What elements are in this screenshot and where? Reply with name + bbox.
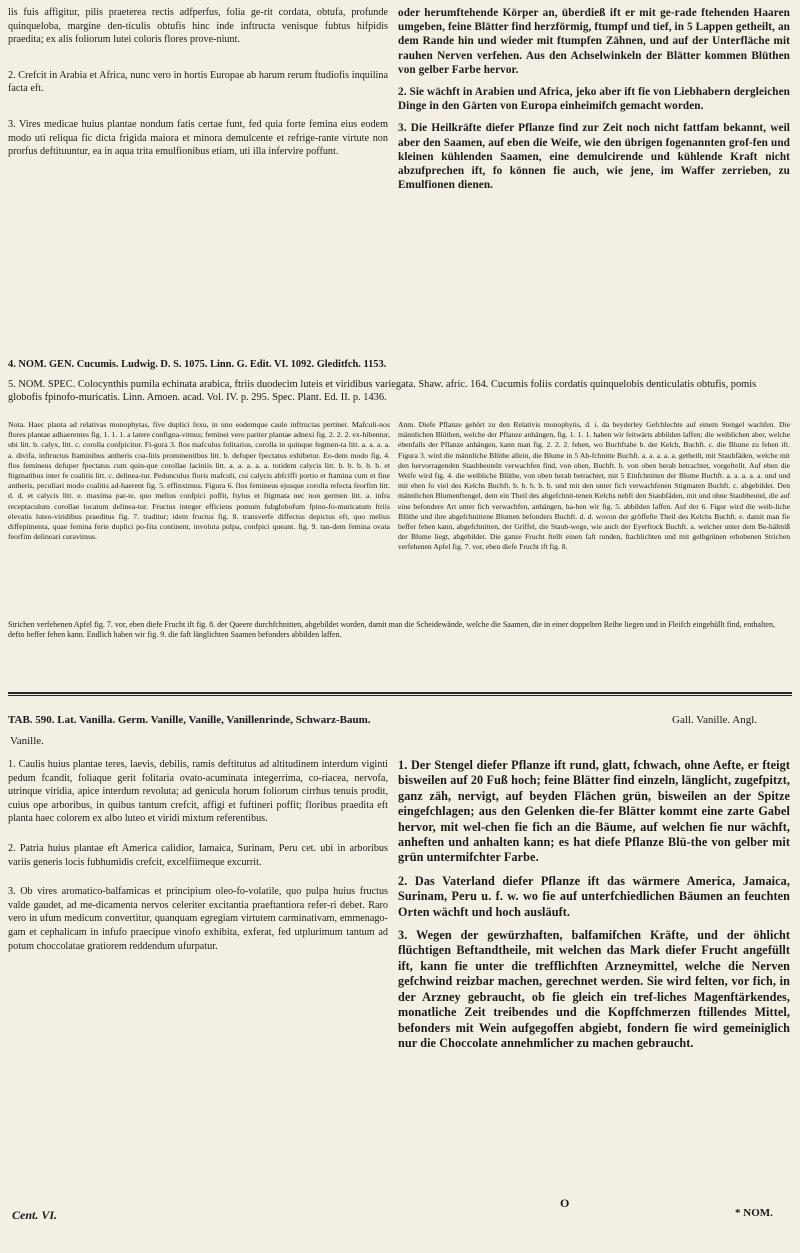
nom-spec-paragraph: 5. NOM. SPEC. Colocynthis pumila echinata arabica, ftriis duodecim luteis et viridibus variegata. Shaw. afric. 164. Cucumis foliis cordatis quinquelobis denticulatis obtufis, pomis globofis fpinofo-muricatis. Linn. Amoen. acad. Vol. IV. p. 295. Spec. Plant. Ed. II. p. 1436. [8, 379, 757, 404]
latin-paragraph-3: 3. Vires medicae huius plantae nondum fatis certae funt, fed quia forte femina eius eodem modo uti reliqua fic dicta frigida maiora et minora demulcente et refrige-rante virtute non prorfus deftituuntur, ea in aqua trita emulfionibus etiam, uti illa infervire poffunt. [8, 118, 388, 158]
vanilla-german-1: 1. Der Stengel diefer Pflanze ift rund, glatt, fchwach, ohne Aefte, er fteigt bisweilen auf 20 Fuß hoch; feine Blätter find einzeln, länglicht, zugefpitzt, ganz zäh, nervigt, auf beyden Flächen grün, bisweilen an der Spitze eingefchlagen; aus den Gelenken die-fer Blätter kommt eine zarte Gabel hervor, mit wel-chen fie fich an die Bäume, auf welchen fie nur wächft, anheften und anhalten kann; es hat diefe Pflanze Blü-the von gelber mit grün untermifchter Farbe. [398, 758, 790, 865]
tab-subheading: Vanille. [10, 735, 44, 747]
german-paragraph-3: 3. Die Heilkräfte diefer Pflanze find zur Zeit noch nicht fattfam bekannt, weil aber den Saamen, auf eben die Weife, wie den übrigen fogenannten grof-fen und kleinen kühlenden Saamen, eine demulcirende und kühlende Kraft nicht abzufprechen ift, fo können fie auch, wie jene, im Waffer zerrieben, zu Emulfionen dienen. [398, 122, 790, 192]
german-paragraph-1: oder herumftehende Körper an, überdieß ift er mit ge-rade ftehenden Haaren umgeben, feine Blätter find herzförmig, ftumpf und tief, in 5 Lappen getheilt, an dem Rande hin und wieder mit ftumpfen Zähnen, und auf der Unterfläche mit rauhen Nerven verfehen. Aus den Achselwinkeln der Blätter kommen Blüthen von gelber Farbe hervor. [398, 7, 790, 76]
tab-heading-main: TAB. 590. Lat. Vanilla. Germ. Vanille, Vanille, Vanillenrinde, Schwarz-Baum. [8, 714, 371, 726]
vanilla-german-3: 3. Wegen der gewürzhaften, balfamifchen Kräfte, und der öhlicht flüchtigen Beftandtheile, mit welchen das Mark diefer Frucht angefüllt ift, kann fie unter die trefflichften Arzneymittel, welche die Nerven gefchwind reizbar machen, gerechnet werden. Sie wird felten, vor fich, in der Arzney gebraucht, ob fie gleich ein tref-liches Magenftärkendes, monatliche Zeit treibendes und die Kopffchmerzen ftillendes Mittel, befonders mit Wein aufgegoffen abgiebt, fondern fie wird gemeiniglich nur die Choccolate annehmlicher zu machen gebraucht. [398, 928, 790, 1050]
section-divider-top [8, 692, 792, 694]
german-column-top [398, 6, 790, 192]
anmerkung-continuation: Strichen verfehenen Apfel fig. 7. vor, eben diefe Frucht ift fig. 8. der Queere durchfchnitten, abgebildet worden, damit man die Scheidewände, welche die Saamen, die in einer doppelten Reihe liegen und in Fleifch eingehüllt find, enthalten, defto beffer fehen kann. Endlich haben wir fig. 9. die faft länglichten Saamen befonders abbilden laffen. [8, 620, 775, 640]
latin-column-top [8, 6, 388, 159]
nom-gen-line: 4. NOM. GEN. Cucumis. Ludwig. D. S. 1075. Linn. G. Edit. VI. 1092. Gleditfch. 1153. [8, 359, 387, 370]
vanilla-latin-2: 2. Patria huius plantae eft America calidior, Iamaica, Surinam, Peru cet. ubi in arboribus variis generis locis fubhumidis crefcit, excelfiimeque excurrit. [8, 842, 388, 868]
vanilla-latin-1: 1. Caulis huius plantae teres, laevis, debilis, ramis deftitutus ad altitudinem interdum viginti pedum fcandit, foliaque gerit folitaria ovato-acuminata integerrima, co-riacea, nervofa, utrinque viridia, apice interdum revoluta; ad genicula horum foliorum cirrhus tenuis prodit, cuius ope arboribus, in quibus tantum crefcit, affigi et fuftineri poffit; floribus praedita eft planta haec colorem ex albo luteo et viridi mixtum referentibus. [8, 759, 388, 825]
vanilla-german-2: 2. Das Vaterland diefer Pflanze ift das wärmere America, Jamaica, Surinam, Peru u. f. w. wo fie auf unterfchiedlichen Bäumen an feuchten Orten wächft und hoch ausläuft. [398, 873, 790, 919]
signature-mark: O [560, 1196, 570, 1210]
latin-paragraph-1: lis fuis affigitur, pilis praeterea rectis adfperfus, folia ge-rit cordata, obtufa, profunde quinqueloba, margine den-ticulis obtufis hinc inde inftructa venisque fubtus hifpidis praedita; ex alis foliorum lutei coloris flores prove-niunt. [8, 7, 388, 46]
vanilla-german-column [398, 758, 790, 1051]
tab-heading-right: Gall. Vanille. Angl. [672, 714, 758, 726]
vanilla-latin-3: 3. Ob vires aromatico-balfamicas et principium oleo-fo-volatile, quo pulpa huius fructus valde gaudet, ad me-dicamenta nervos celeriter excitantia praeftantiora refer-ri debet. Raro vero in ufum medicum convertitur, quanquam egregiam virtutem carminativam, emmenago-gam et cephalicam in infufo praecipue vinofo exhibita, exferat, fed utplurimum tantum ad potum choccolatae gratiorem reddendum ufurpatur. [8, 886, 388, 952]
footer-century-mark: Cent. VI. [12, 1208, 58, 1222]
tab-heading [8, 713, 790, 727]
german-paragraph-2: 2. Sie wächft in Arabien und Africa, jeko aber ift fie von Liebhabern dergleichen Dinge in den Gärten von Europa einheimifch gemacht worden. [398, 86, 790, 113]
section-divider-bottom [8, 695, 792, 696]
catchword: * NOM. [735, 1207, 773, 1219]
nota-latin: Nota. Haec planta ad relativas monophytas, five duplici fexu, in uno eodemque caule inftructas pertinet. Mafculi-nos flores plantae adhaerentes fig. 1. 1. 1. a latere configna-vimus; feminei vero pariter plantae adnexi fig. 2. 2. 2. ex-hibentur, ubi litt. b. calyx, litt. c. corolla confpicitur. Fi-gura 3. flos mafculus folitarius, corolla in quinque fegmen-ta litt. a. a. a. a. a. divifa, inftructus ftaminibus antheris coa-litis prominentibus litt. b. defuper fpectatus exhibetur. Eo-dem modo fig. 4. flos femineus defuper fpectatus cum quin-que corollae laciniis litt. a. a. a. a. a. totidem calycis litt. b. b. b. b. b. et ftigmatibus inter fe coalitis litt. c. delinea-tur. Pedunculus floris mafculi, cui calycis abfciffi portio et ftamina cum et fine antheris, peculiari modo coalitis ad-haerent fig. 5. effinximus. Figura 6. flos femineus ejusque corolla refecta feorfim litt. d. d. et calycis litt. e. maxima par-te, quo melius confpici poffit, ftylus et ftigmata nec non germen litt. a. infra receptaculum corollae locatum delinea-tur. Fructus integer efficiens pomum fubglobofum fpino-fo-muricatum ftriis elevatis luteo-viridibus praeditus fig. 7. traditur; idem fructus fig. 8. transverfe diffectus depictus eft, quo melius diffepimenta, quae femina ferie duplici po-fita continent, involuta pulpa, confpici queant. fig. 9. tan-dem femina ovata feorfim delineari curavimus. [8, 420, 390, 542]
anmerkung-german: Anm. Diefe Pflanze gehört zu den Relativis monophytis, d. i. da beyderley Gefchlechte auf einem Stengel wachfen. Die männlichen Blüthen, welche der Pflanze anhängen, fig. 1. 1. 1. haben wir feitwärts abbilden laffen; die weiblichen aber, welche ebenfalls der Pflanze anhängen, kann man fig. 2. 2. 2. fehen, wo Buchftabe b. der Kelch, Buchft. c. die Blume zu fehen ift. Figura 3. wird die männliche Blüthe allein, die Blume in 5 Ab-fchnitte Buchft. a. a. a. a. a. getheilt, mit Staubfäden, welche mit den hervorragenden Staubbeuteln verwachfen find, von oben, Buchft. b. von oben herab betrachtet, vorgeftellt. Auf eben die Weife wird fig. 4. die weibliche Blüthe, von oben herab betrachtet, mit 5 Einfchnitten der Blume Buchft. a. a. a. a. a. und und mit eben fo viel des Kelchs Buchft. b. b. b. b. b. und mit den unter fich verwachfenen Stigmaten Buchft. c. abgebildet. Den männlichen Blumenftengel, dem ein Theil des abgefchnit-tenen Kelchs nebft den Staubfäden, mit und ohne Staubbeutel, die auf eine befondere Art unter fich verwachfen, anhängen, ha-ben wir fig. 5. abbilden laffen. Auf der 6. Figur wird die weib-liche Blüthe und ihre abgefchnittene Blumen befonders Buchft. d. d. wovon der gröffefte Theil des Kelchs Buchft. e. damit man fie beffer fehen kann, abgefchnitten, der Griffel, die Staub-wege, wie auch der Eyerftock Buchft. a. welcher unter dem Be-hältniß der Blume liegt, abgebildet. Die ganze Frucht ftellt einen faft runden, ftachlichten und mit gelbgrünen erhobenen Strichen verfehenen Apfel fig. 7. vor, eben diefe Frucht ift fig. 8. [398, 420, 790, 552]
latin-paragraph-2: 2. Crefcit in Arabia et Africa, nunc vero in hortis Europae ab harum rerum ftudiofis inquilina facta eft. [8, 69, 388, 95]
vanilla-latin-column [8, 758, 388, 953]
